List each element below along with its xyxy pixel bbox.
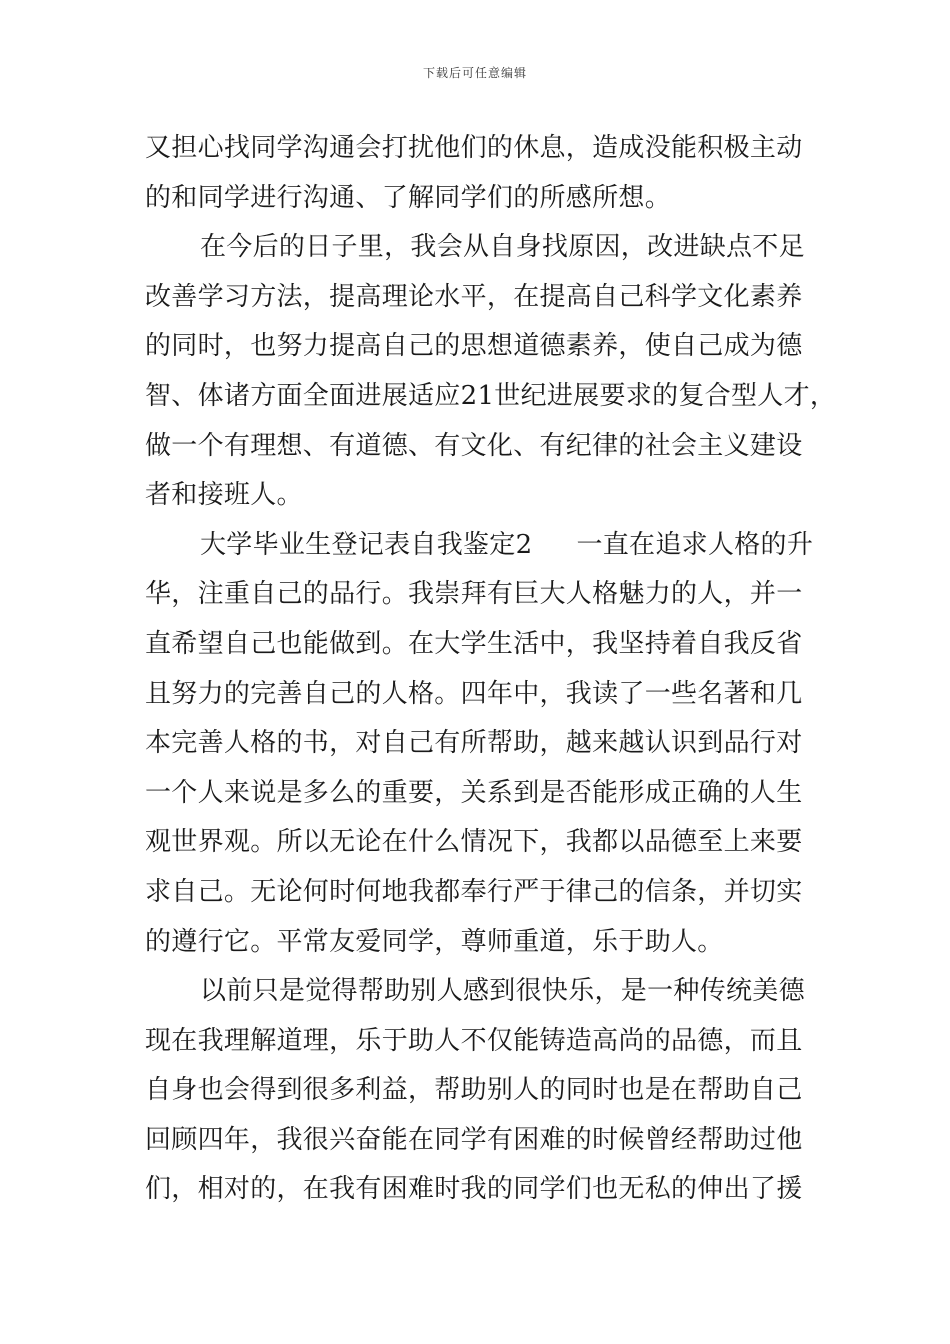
page-header: 下载后可任意编辑 bbox=[422, 66, 527, 80]
paragraph-3 bbox=[145, 521, 825, 967]
text-line: 智、体诸方面全面进展适应21世纪进展要求的复合型人才， bbox=[145, 380, 837, 411]
text-line: 自身也会得到很多利益，帮助别人的同时也是在帮助自己 bbox=[145, 1075, 803, 1106]
text-line: 且努力的完善自己的人格。四年中，我读了一些名著和几 bbox=[145, 678, 803, 709]
document-body bbox=[145, 124, 837, 1215]
text-line: 又担心找同学沟通会打扰他们的休息，造成没能积极主动 bbox=[145, 133, 803, 163]
paragraph-4 bbox=[145, 967, 825, 1215]
text-line: 改善学习方法，提高理论水平，在提高自己科学文化素养 bbox=[145, 281, 803, 312]
text-line: 现在我理解道理，乐于助人不仅能铸造高尚的品德，而且 bbox=[145, 1025, 803, 1056]
text-line: 做一个有理想、有道德、有文化、有纪律的社会主义建设 bbox=[145, 430, 803, 461]
text-line: 华，注重自己的品行。我崇拜有巨大人格魅力的人，并一 bbox=[145, 579, 803, 610]
section-heading: 大学毕业生登记表自我鉴定2 bbox=[200, 529, 533, 560]
text-line bbox=[145, 521, 825, 571]
text-line: 一个人来说是多么的重要，关系到是否能形成正确的人生 bbox=[145, 777, 803, 808]
paragraph-1 bbox=[145, 124, 825, 223]
text-line: 观世界观。所以无论在什么情况下，我都以品德至上来要 bbox=[145, 827, 803, 858]
text-line: 在今后的日子里，我会从自身找原因，改进缺点不足 bbox=[200, 232, 805, 263]
text-line: 本完善人格的书，对自己有所帮助，越来越认识到品行对 bbox=[145, 728, 803, 759]
text-line: 们，相对的，在我有困难时我的同学们也无私的伸出了援 bbox=[145, 1174, 803, 1205]
paragraph-2 bbox=[145, 223, 837, 521]
text-line: 以前只是觉得帮助别人感到很快乐，是一种传统美德 bbox=[200, 976, 805, 1007]
text-line: 的和同学进行沟通、了解同学们的所感所想。 bbox=[145, 182, 672, 213]
text-line: 者和接班人。 bbox=[145, 480, 303, 511]
text-line: 回顾四年，我很兴奋能在同学有困难的时候曾经帮助过他 bbox=[145, 1124, 803, 1155]
text-line: 直希望自己也能做到。在大学生活中，我坚持着自我反省 bbox=[145, 628, 803, 659]
text-line: 的同时，也努力提高自己的思想道德素养，使自己成为德 bbox=[145, 331, 803, 362]
text-fragment: 一直在追求人格的升 bbox=[576, 529, 814, 560]
text-line: 的遵行它。平常友爱同学，尊师重道，乐于助人。 bbox=[145, 926, 724, 957]
text-line: 求自己。无论何时何地我都奉行严于律己的信条，并切实 bbox=[145, 876, 803, 907]
